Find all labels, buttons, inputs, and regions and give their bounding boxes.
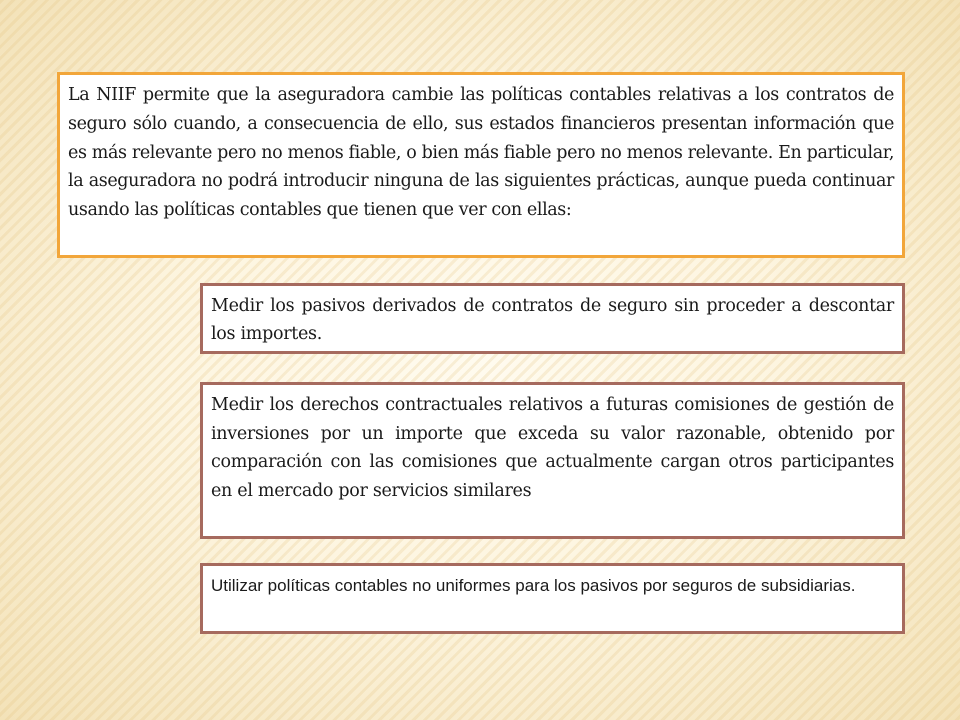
intro-text-box: La NIIF permite que la aseguradora cambie las políticas contables relativas a los contratos de seguro sólo cuando, a consecuencia de ello, sus estados financieros presentan información que es más relevante pero no menos fiable, o bien más fiable pero no menos relevante. En particular, la aseguradora no podrá introducir ninguna de las siguientes prácticas, aunque pueda continuar usando las políticas contables que tienen que ver con ellas: [57, 72, 905, 258]
practice-item-2: Medir los derechos contractuales relativos a futuras comisiones de gestión de inversiones por un importe que exceda su valor razonable, obtenido por comparación con las comisiones que actualmente cargan otros participantes en el mercado por servicios similares [200, 382, 905, 539]
practice-item-3: Utilizar políticas contables no uniformes para los pasivos por seguros de subsidiarias. [200, 563, 905, 634]
practice-item-1: Medir los pasivos derivados de contratos de seguro sin proceder a descontar los importes. [200, 283, 905, 354]
